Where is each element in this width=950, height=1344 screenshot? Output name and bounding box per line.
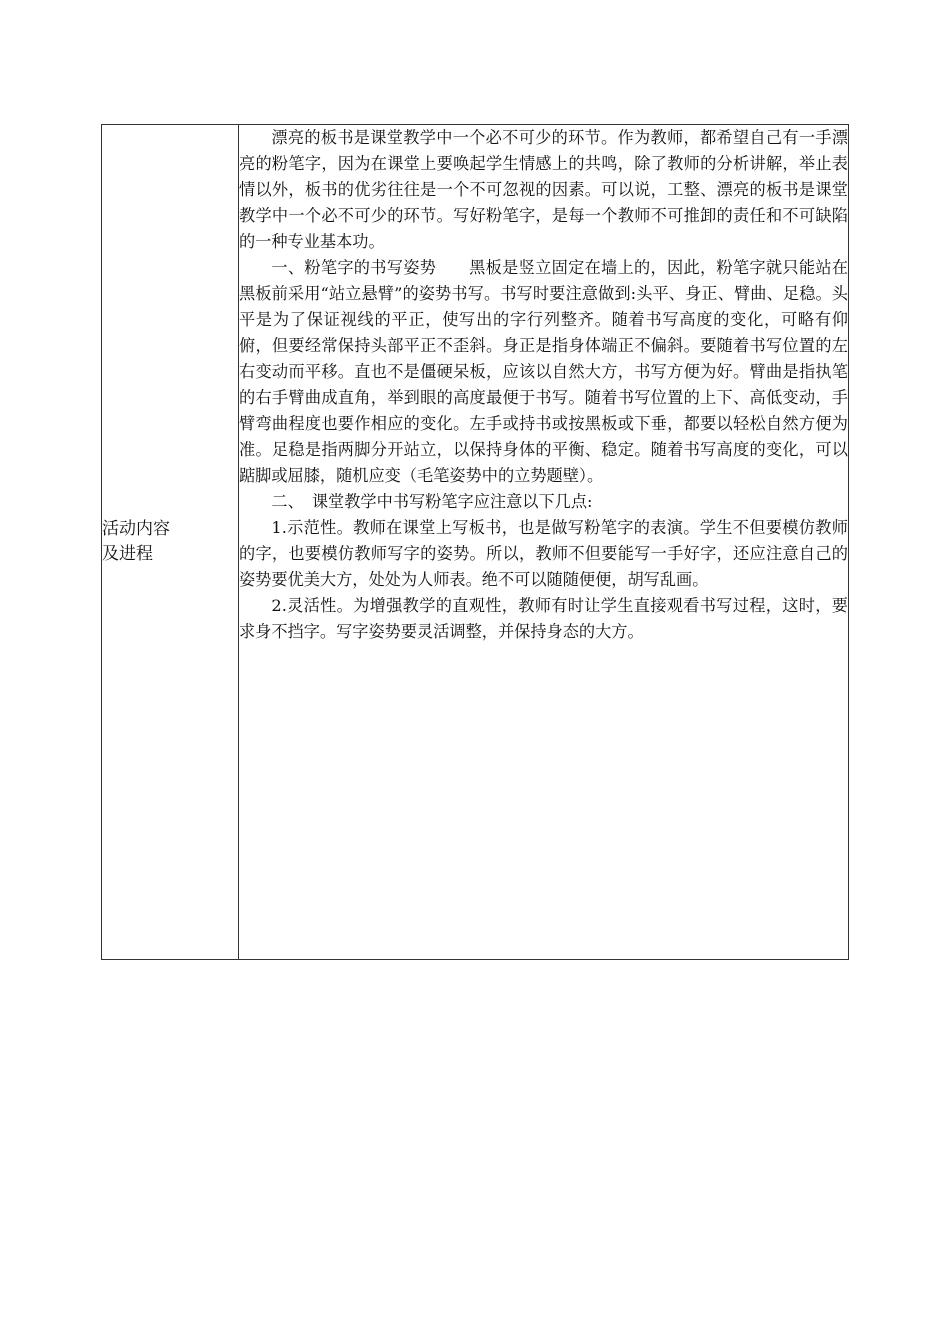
content-cell bbox=[239, 125, 849, 960]
paragraph-demonstration: 1.示范性。教师在课堂上写板书，也是做写粉笔字的表演。学生不但要模仿教师的字，也要模仿教师写字的姿势。所以，教师不但要能写一手好字，还应注意自己的姿势要优美大方，处处为人师表。绝不可以随随便便，胡写乱画。 bbox=[239, 518, 848, 589]
label-line-2: 及进程 bbox=[102, 544, 153, 564]
paragraph-notes-heading: 二、 课堂教学中书写粉笔字应注意以下几点: bbox=[271, 492, 593, 511]
paragraph-flexibility: 2.灵活性。为增强教学的直观性，教师有时让学生直接观看书写过程，这时，要求身不挡字。写字姿势要灵活调整，并保持身态的大方。 bbox=[239, 596, 848, 641]
paragraph-writing-posture: 一、粉笔字的书写姿势 黑板是竖立固定在墙上的，因此，粉笔字就只能站在黑板前采用“站立悬臂”的姿势书写。书写时要注意做到:头平、身正、臂曲、足稳。头平是为了保证视线的平正，使写出的字行列整齐。随着书写高度的变化，可略有仰俯，但要经常保持头部平正不歪斜。身正是指身体端正不偏斜。要随着书写位置的左右变动而平移。直也不是僵硬呆板，应该以自然大方，书写方便为好。臂曲是指执笔的右手臂曲成直角，举到眼的高度最便于书写。随着书写位置的上下、高低变动，手臂弯曲程度也要作相应的变化。左手或持书或按黑板或下垂，都要以轻松自然方便为准。足稳是指两脚分开站立，以保持身体的平衡、稳定。随着书写高度的变化，可以踮脚或屈膝，随机应变（毛笔姿势中的立势题壁）。 bbox=[239, 258, 848, 485]
paragraph-intro: 漂亮的板书是课堂教学中一个必不可少的环节。作为教师，都希望自己有一手漂亮的粉笔字，因为在课堂上要唤起学生情感上的共鸣，除了教师的分析讲解，举止表情以外，板书的优劣往往是一个不可忽视的因素。可以说，工整、漂亮的板书是课堂教学中一个必不可少的环节。写好粉笔字，是每一个教师不可推卸的责任和不可缺陷的一种专业基本功。 bbox=[239, 128, 848, 251]
label-cell bbox=[102, 125, 239, 960]
activity-table bbox=[101, 124, 849, 960]
label-line-1: 活动内容 bbox=[102, 519, 170, 539]
table-row bbox=[102, 125, 849, 960]
